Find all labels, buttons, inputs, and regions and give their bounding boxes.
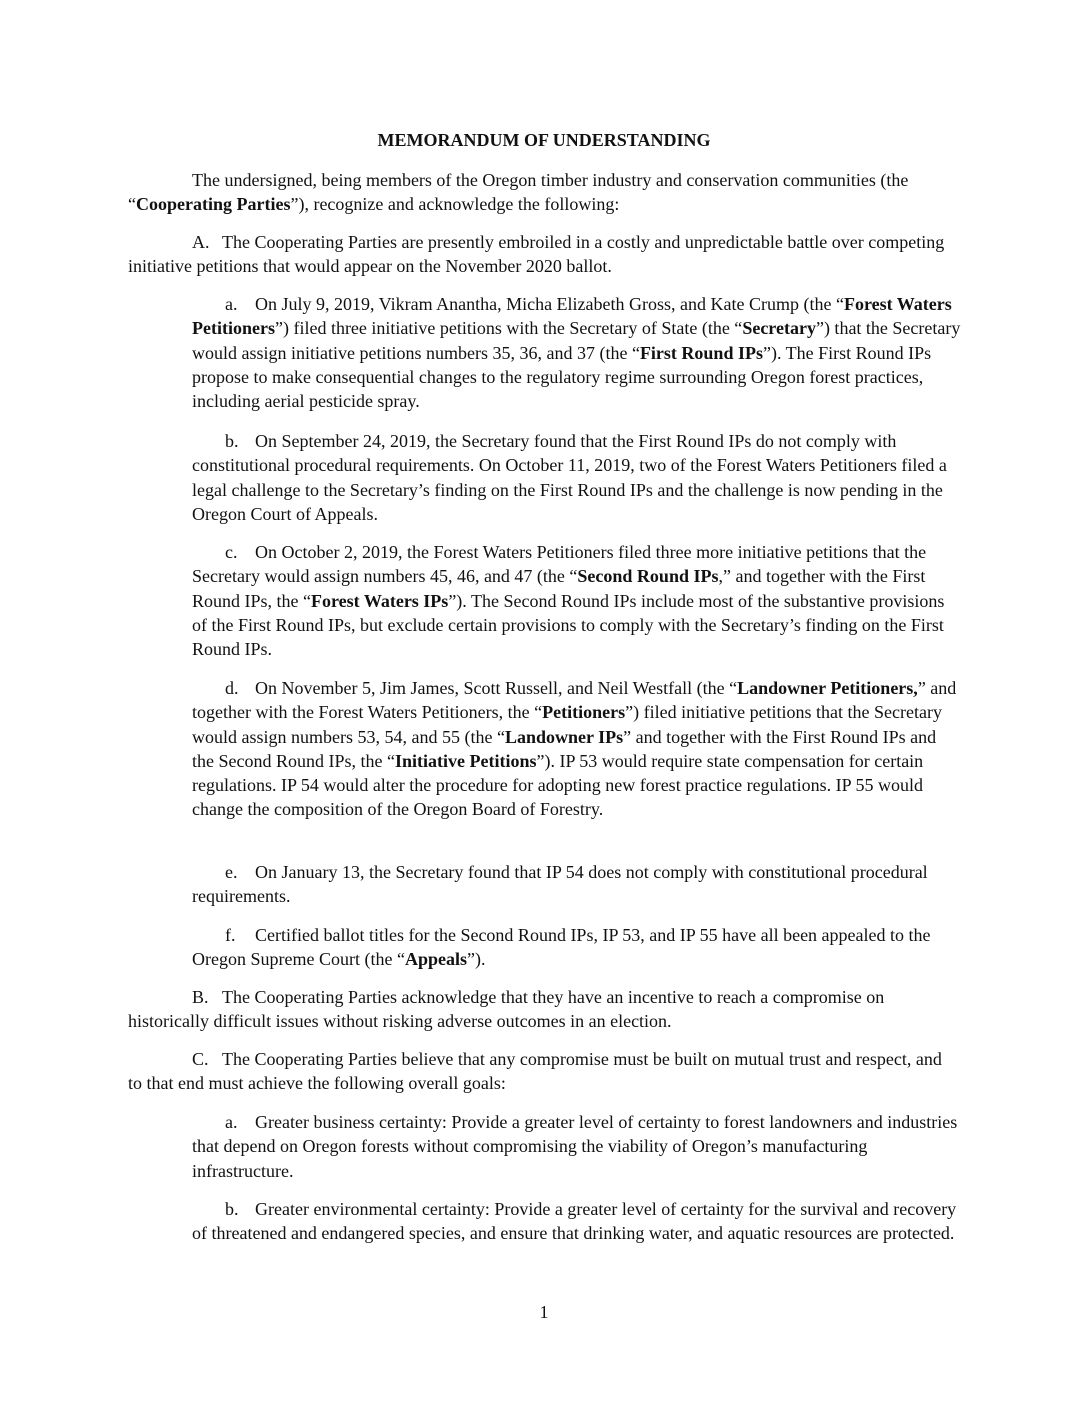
item-text: ,” and together with the First Round IPs, the “ <box>192 566 926 611</box>
recital-a <box>128 230 958 279</box>
item-label: d. <box>225 678 239 698</box>
recital-b-label: B. <box>192 987 209 1007</box>
defined-term-petitioners: Petitioners <box>542 702 626 723</box>
recital-a-item-e <box>192 860 962 909</box>
recital-c-text: The Cooperating Parties believe that any compromise must be built on mutual trust and respect, and to that end must achieve the following overall goals: <box>128 1049 942 1094</box>
defined-term-second-round-ips: Second Round IPs <box>577 566 719 587</box>
defined-term-appeals: Appeals <box>404 949 467 970</box>
item-text: ” and together with the First Round IPs and the Second Round IPs, the “ <box>192 726 937 771</box>
defined-term-first-round-ips: First Round IPs <box>639 342 763 363</box>
defined-term-cooperating-parties: Cooperating Parties <box>136 194 291 215</box>
defined-term-secretary: Secretary <box>742 318 816 339</box>
recital-a-text: The Cooperating Parties are presently embroiled in a costly and unpredictable battle over competing initiative petitions that would appear on the November 2020 ballot. <box>128 232 945 277</box>
item-text: On January 13, the Secretary found that IP 54 does not comply with constitutional procedural requirements. <box>192 862 928 907</box>
item-text: On July 9, 2019, Vikram Anantha, Micha Elizabeth Gross, and Kate Crump (the “ <box>255 294 844 314</box>
item-text: ” and together with the Forest Waters Petitioners, the “ <box>192 678 957 723</box>
item-label: c. <box>225 542 238 562</box>
recital-a-item-f <box>192 923 962 972</box>
item-text: ”). The First Round IPs propose to make consequential changes to the regulatory regime surrounding Oregon forest practices, including aerial pesticide spray. <box>192 342 932 412</box>
recital-a-item-b <box>192 429 962 526</box>
item-label: b. <box>225 1199 239 1219</box>
item-text: ”) filed initiative petitions that the Secretary would assign numbers 53, 54, and 55 (the “ <box>192 702 942 747</box>
recital-c-label: C. <box>192 1049 209 1069</box>
item-text: On September 24, 2019, the Secretary found that the First Round IPs do not comply with constitutional procedural requirements. On October 11, 2019, two of the Forest Waters Petitioners filed a legal challenge to the Secretary’s finding on the First Round IPs and the challenge is now pending in the Oregon Court of Appeals. <box>192 431 947 524</box>
intro-text-1: The undersigned, being members of the Oregon timber industry and conservation communities (the “ <box>128 170 909 215</box>
recital-a-item-a <box>192 292 962 413</box>
intro-text-2: ”), recognize and acknowledge the following: <box>290 194 620 215</box>
item-text: Certified ballot titles for the Second Round IPs, IP 53, and IP 55 have all been appealed to the Oregon Supreme Court (the “ <box>192 925 931 970</box>
recital-c-item-a <box>192 1110 962 1183</box>
defined-term-landowner-ips: Landowner IPs <box>504 726 624 747</box>
item-text: ”) that the Secretary would assign initiative petitions numbers 35, 36, and 37 (the “ <box>192 318 961 363</box>
recital-c <box>128 1047 958 1096</box>
item-text: ”). <box>466 949 486 970</box>
defined-term-forest-waters-ips: Forest Waters IPs <box>311 590 449 611</box>
item-label: a. <box>225 294 238 314</box>
intro-paragraph <box>128 168 958 217</box>
item-label: f. <box>225 925 236 945</box>
recital-b-text: The Cooperating Parties acknowledge that they have an incentive to reach a compromise on historically difficult issues without risking adverse outcomes in an election. <box>128 987 885 1032</box>
recital-c-item-b <box>192 1197 962 1246</box>
defined-term-forest-waters-petitioners: Forest Waters Petitioners <box>192 294 952 339</box>
item-text: On November 5, Jim James, Scott Russell, and Neil Westfall (the “ <box>255 678 738 698</box>
recital-a-item-c <box>192 540 962 661</box>
item-text: Greater business certainty: Provide a greater level of certainty to forest landowners and industries that depend on Oregon forests without compromising the viability of Oregon’s manufacturing infrastructure. <box>192 1112 958 1181</box>
item-text: ”) filed three initiative petitions with the Secretary of State (the “ <box>274 318 743 339</box>
item-text: Greater environmental certainty: Provide a greater level of certainty for the survival and recovery of threatened and endangered species, and ensure that drinking water, and aquatic resources are protected. <box>192 1199 957 1244</box>
defined-term-landowner-petitioners: Landowner Petitioners, <box>737 678 918 698</box>
page-number: 1 <box>539 1302 549 1322</box>
recital-b <box>128 985 958 1034</box>
item-label: a. <box>225 1112 238 1132</box>
defined-term-initiative-petitions: Initiative Petitions <box>394 750 537 771</box>
document-title: MEMORANDUM OF UNDERSTANDING <box>377 130 711 150</box>
item-label: e. <box>225 862 238 882</box>
recital-a-item-d <box>192 676 962 822</box>
item-text: ”). IP 53 would require state compensation for certain regulations. IP 54 would alter the procedure for adopting new forest practice regulations. IP 55 would change the composition of the Oregon Board of Forestry. <box>192 750 924 820</box>
recital-a-label: A. <box>192 232 210 252</box>
item-label: b. <box>225 431 239 451</box>
item-text: ”). The Second Round IPs include most of the substantive provisions of the First Round IPs, but exclude certain provisions to comply with the Secretary’s finding on the First Round IPs. <box>192 590 945 660</box>
item-text: On October 2, 2019, the Forest Waters Petitioners filed three more initiative petitions that the Secretary would assign numbers 45, 46, and 47 (the “ <box>192 542 927 587</box>
